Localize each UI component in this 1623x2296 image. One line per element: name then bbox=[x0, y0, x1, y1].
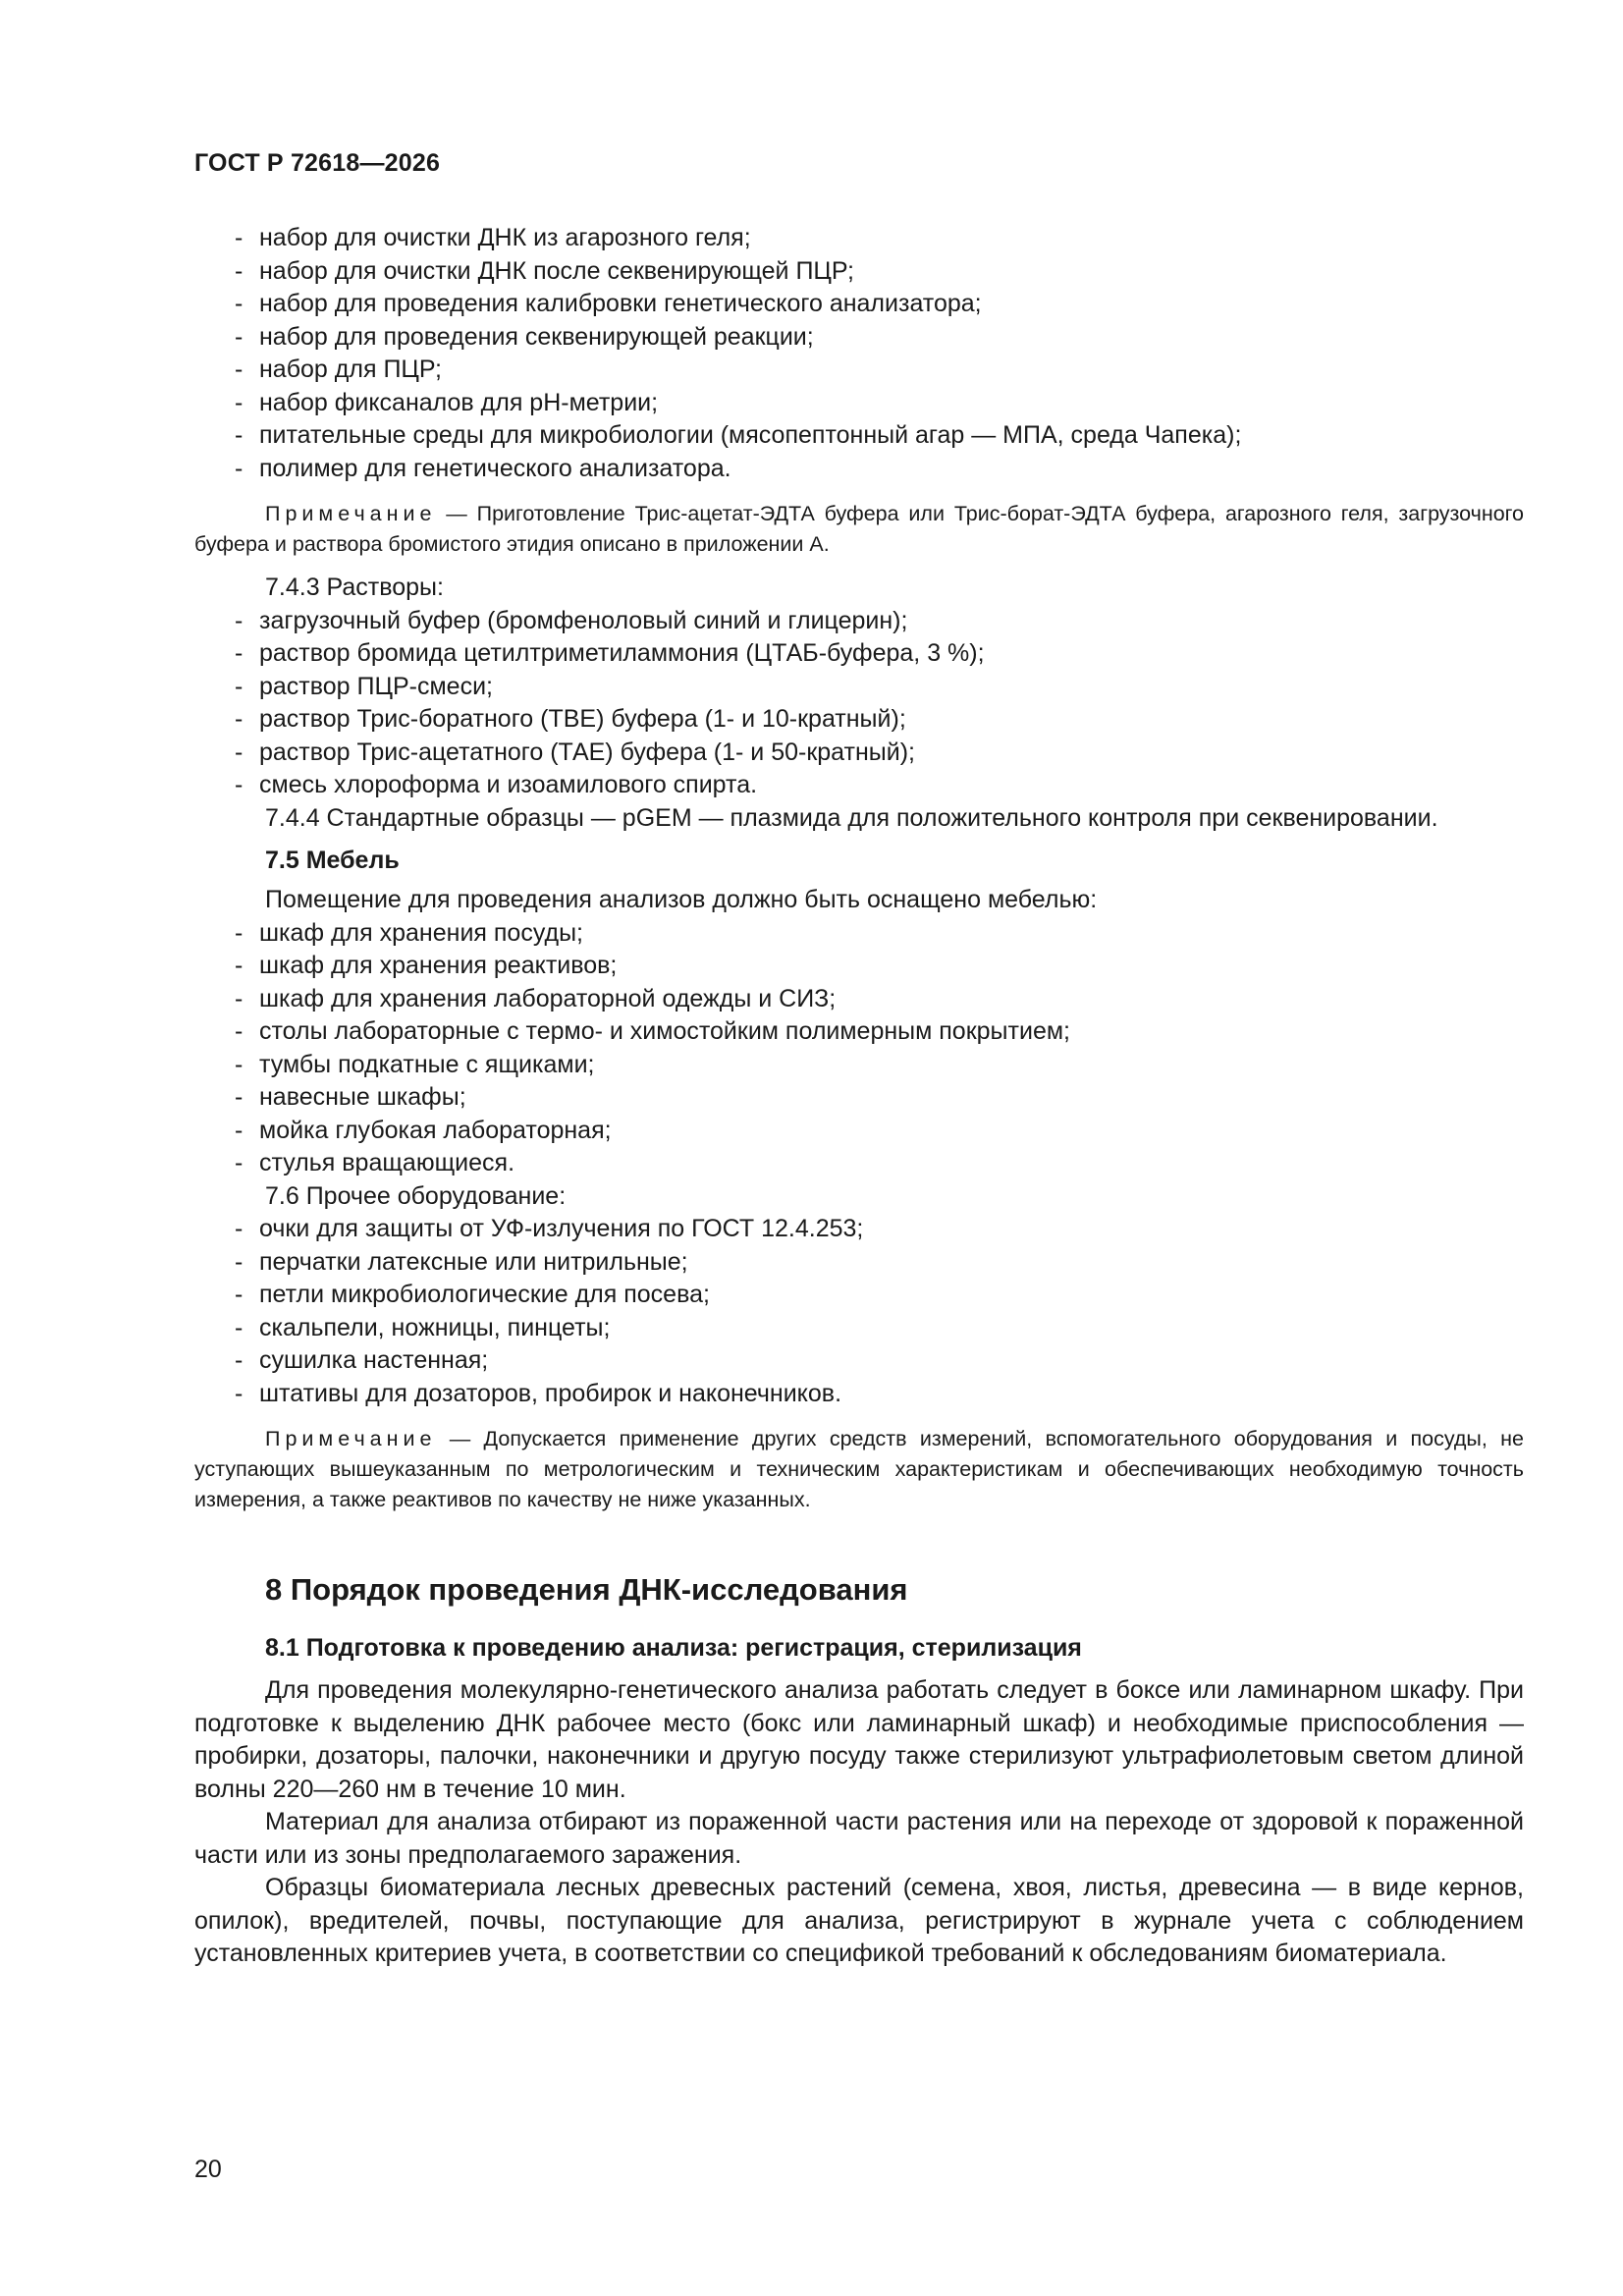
list-item: - раствор Трис-боратного (ТВЕ) буфера (1- и 10-кратный); bbox=[235, 705, 906, 733]
list-item: - загрузочный буфер (бромфеноловый синий и глицерин); bbox=[235, 606, 908, 634]
list-item: - раствор бромида цетилтриметиламмония (ЦТАБ-буфера, 3 %); bbox=[235, 639, 985, 667]
note-block bbox=[194, 1424, 1524, 1515]
list-item: - набор для проведения секвенирующей реакции; bbox=[235, 322, 814, 351]
list-item: - питательные среды для микробиологии (мясопептонный агар — МПА, среда Чапека); bbox=[235, 421, 1242, 449]
list-item: - тумбы подкатные с ящиками; bbox=[235, 1050, 595, 1078]
list-item: - раствор Трис-ацетатного (ТАЕ) буфера (1- и 50-кратный); bbox=[235, 738, 915, 766]
list-item: - набор для проведения калибровки генетического анализатора; bbox=[235, 290, 982, 317]
list-item: - перчатки латексные или нитрильные; bbox=[235, 1247, 688, 1276]
document-header: ГОСТ Р 72618—2026 bbox=[194, 149, 441, 177]
note-label: Примечание bbox=[265, 502, 437, 525]
list-item: - стулья вращающиеся. bbox=[235, 1149, 515, 1176]
list-item: - шкаф для хранения посуды; bbox=[235, 918, 584, 947]
list-item: - мойка глубокая лабораторная; bbox=[235, 1116, 612, 1144]
list-item: - очки для защиты от УФ-излучения по ГОСТ 12.4.253; bbox=[235, 1215, 864, 1242]
list-item: - шкаф для хранения лабораторной одежды и СИЗ; bbox=[235, 984, 837, 1012]
list-item: - навесные шкафы; bbox=[235, 1083, 466, 1111]
list-item: - шкаф для хранения реактивов; bbox=[235, 952, 618, 979]
list-item: - набор для очистки ДНК из агарозного геля; bbox=[235, 224, 751, 251]
section-7-4-3-title: 7.4.3 Растворы: bbox=[265, 574, 444, 601]
list-item: - набор для очистки ДНК после секвенирующей ПЦР; bbox=[235, 256, 854, 285]
list-item: - смесь хлороформа и изоамилового спирта. bbox=[235, 771, 758, 798]
section-7-4-4: 7.4.4 Стандартные образцы — pGEM — плазмида для положительного контроля при секвенировании. bbox=[265, 803, 1438, 832]
section-8-1-title: 8.1 Подготовка к проведению анализа: регистрация, стерилизация bbox=[265, 1634, 1082, 1662]
list-item: - петли микробиологические для посева; bbox=[235, 1281, 710, 1308]
paragraph: Материал для анализа отбирают из пораженной части растения или на переходе от здоровой к пораженной части или из зоны предполагаемого заражения. bbox=[194, 1808, 1524, 1869]
paragraph: Для проведения молекулярно-генетического анализа работать следует в боксе или ламинарном шкафу. При подготовке к выделению ДНК рабочее место (бокс или ламинарный шкаф) и необходимые приспособления — пробирки, дозаторы, палочки, наконечники и другую посуду также стерилизуют ультрафиолетовым светом длиной волны 220—260 нм в течение 10 мин. bbox=[194, 1676, 1524, 1803]
page-number: 20 bbox=[194, 2156, 222, 2183]
reagent-kits-list bbox=[194, 222, 1524, 485]
paragraph: Образцы биоматериала лесных древесных растений (семена, хвоя, листья, древесина — в виде кернов, опилок), вредителей, почвы, поступающие для анализа, регистрируют в журнале учета с соблюдением установленных критериев учета, в соответствии со спецификой требований к обследованиям биоматериала. bbox=[194, 1874, 1524, 1967]
section-7-5-title: 7.5 Мебель bbox=[265, 847, 400, 874]
list-item: - штативы для дозаторов, пробирок и наконечников. bbox=[235, 1379, 842, 1407]
section-7-5-intro: Помещение для проведения анализов должно быть оснащено мебелью: bbox=[265, 886, 1098, 913]
list-item: - раствор ПЦР-смеси; bbox=[235, 672, 493, 700]
note-label: Примечание bbox=[265, 1427, 437, 1450]
list-item: - набор фиксаналов для рН-метрии; bbox=[235, 388, 659, 416]
note-text: — Приготовление Трис-ацетат-ЭДТА буфера или Трис-борат-ЭДТА буфера, агарозного геля, загрузочного буфера и раствора бромистого этидия описано в приложении А. bbox=[194, 502, 1524, 556]
note-block bbox=[194, 499, 1524, 560]
solutions-list bbox=[194, 605, 1524, 802]
list-item: - сушилка настенная; bbox=[235, 1346, 489, 1374]
list-item: - набор для ПЦР; bbox=[235, 355, 442, 383]
list-item: - скальпели, ножницы, пинцеты; bbox=[235, 1313, 611, 1341]
list-item: - полимер для генетического анализатора. bbox=[235, 454, 731, 482]
section-7-6-title: 7.6 Прочее оборудование: bbox=[265, 1181, 567, 1210]
list-item: - столы лабораторные с термо- и химостойким полимерным покрытием; bbox=[235, 1017, 1070, 1045]
page-content bbox=[194, 222, 1524, 1971]
section-8-title: 8 Порядок проведения ДНК-исследования bbox=[265, 1572, 908, 1607]
note-text: — Допускается применение других средств измерений, вспомогательного оборудования и посуды, не уступающих вышеуказанным по метрологическим и техническим характеристикам и обеспечивающих необходимую точность измерения, а также реактивов по качеству не ниже указанных. bbox=[194, 1427, 1524, 1511]
other-equipment-list bbox=[194, 1213, 1524, 1410]
furniture-list bbox=[194, 917, 1524, 1180]
